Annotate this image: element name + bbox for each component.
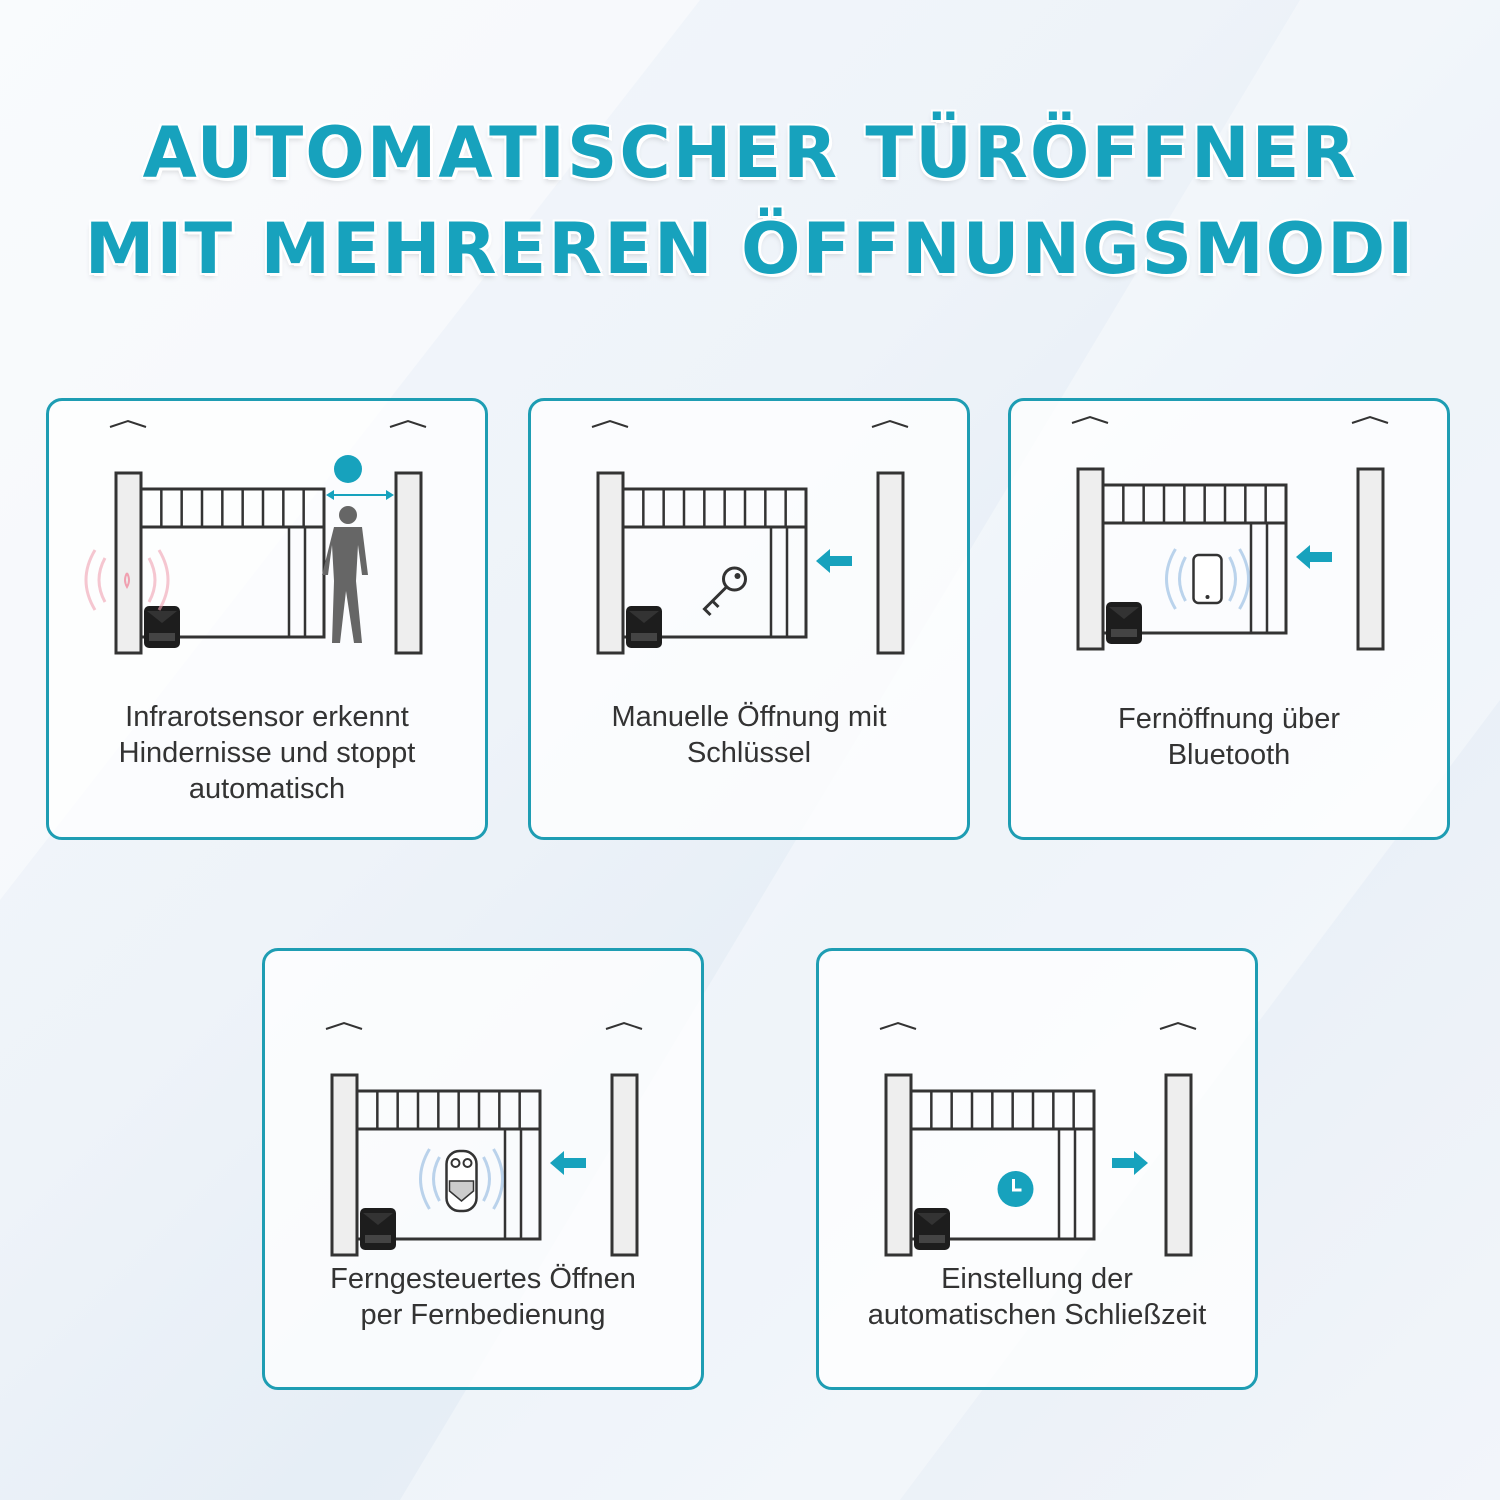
distance-arrow-icon [326,490,394,500]
caption-line: Einstellung der [941,1263,1133,1295]
gate-motor-icon [144,606,180,648]
right-gate-post [1358,469,1383,649]
mode-card-timer [816,948,1258,1390]
right-gate-post [612,1075,637,1255]
left-gate-post [116,473,141,653]
caption-line: Hindernisse und stoppt [118,737,416,769]
gate-illustration [531,401,967,837]
chevron-icon [880,1023,1196,1029]
gate-motor-icon [360,1208,396,1250]
mode-card-remote [262,948,704,1390]
chevron-icon [110,421,426,427]
mode-card-infrared [46,398,488,840]
phone-icon [1194,555,1222,603]
caption-line: automatischen Schließzeit [867,1299,1207,1331]
left-gate-post [1078,469,1103,649]
mode-card-key [528,398,970,840]
caption-line: per Fernbedienung [360,1299,606,1331]
person-icon [322,506,368,643]
remote-control-icon [447,1151,477,1211]
left-gate-post [598,473,623,653]
right-gate-post [878,473,903,653]
left-gate-post [886,1075,911,1255]
gate-motor-icon [626,606,662,648]
gate-motor-icon [914,1208,950,1250]
caption-line: Bluetooth [1167,739,1291,771]
right-gate-post [396,473,421,653]
chevron-icon [592,421,908,427]
key-icon [705,568,746,615]
arrow-left-icon [1296,545,1332,569]
chevron-icon [326,1023,642,1029]
sensor-dot-icon [334,455,362,483]
arrow-left-icon [550,1151,586,1175]
arrow-right-icon [1112,1151,1148,1175]
chevron-icon [1072,417,1388,423]
headline-line-2: MIT MEHREREN ÖFFNUNGSMODI [84,208,1416,290]
caption-line: Fernöffnung über [1118,703,1340,735]
left-gate-post [332,1075,357,1255]
caption-line: Infrarotsensor erkennt [125,701,409,733]
caption-line: Manuelle Öffnung mit [611,701,887,733]
caption-line: automatisch [188,773,346,805]
gate-motor-icon [1106,602,1142,644]
headline-line-1: AUTOMATISCHER TÜRÖFFNER [142,112,1358,194]
caption-line: Schlüssel [686,737,812,769]
right-gate-post [1166,1075,1191,1255]
arrow-left-icon [816,549,852,573]
mode-card-bluetooth [1008,398,1450,840]
caption-line: Ferngesteuertes Öffnen [330,1263,636,1295]
clock-icon [998,1171,1034,1207]
